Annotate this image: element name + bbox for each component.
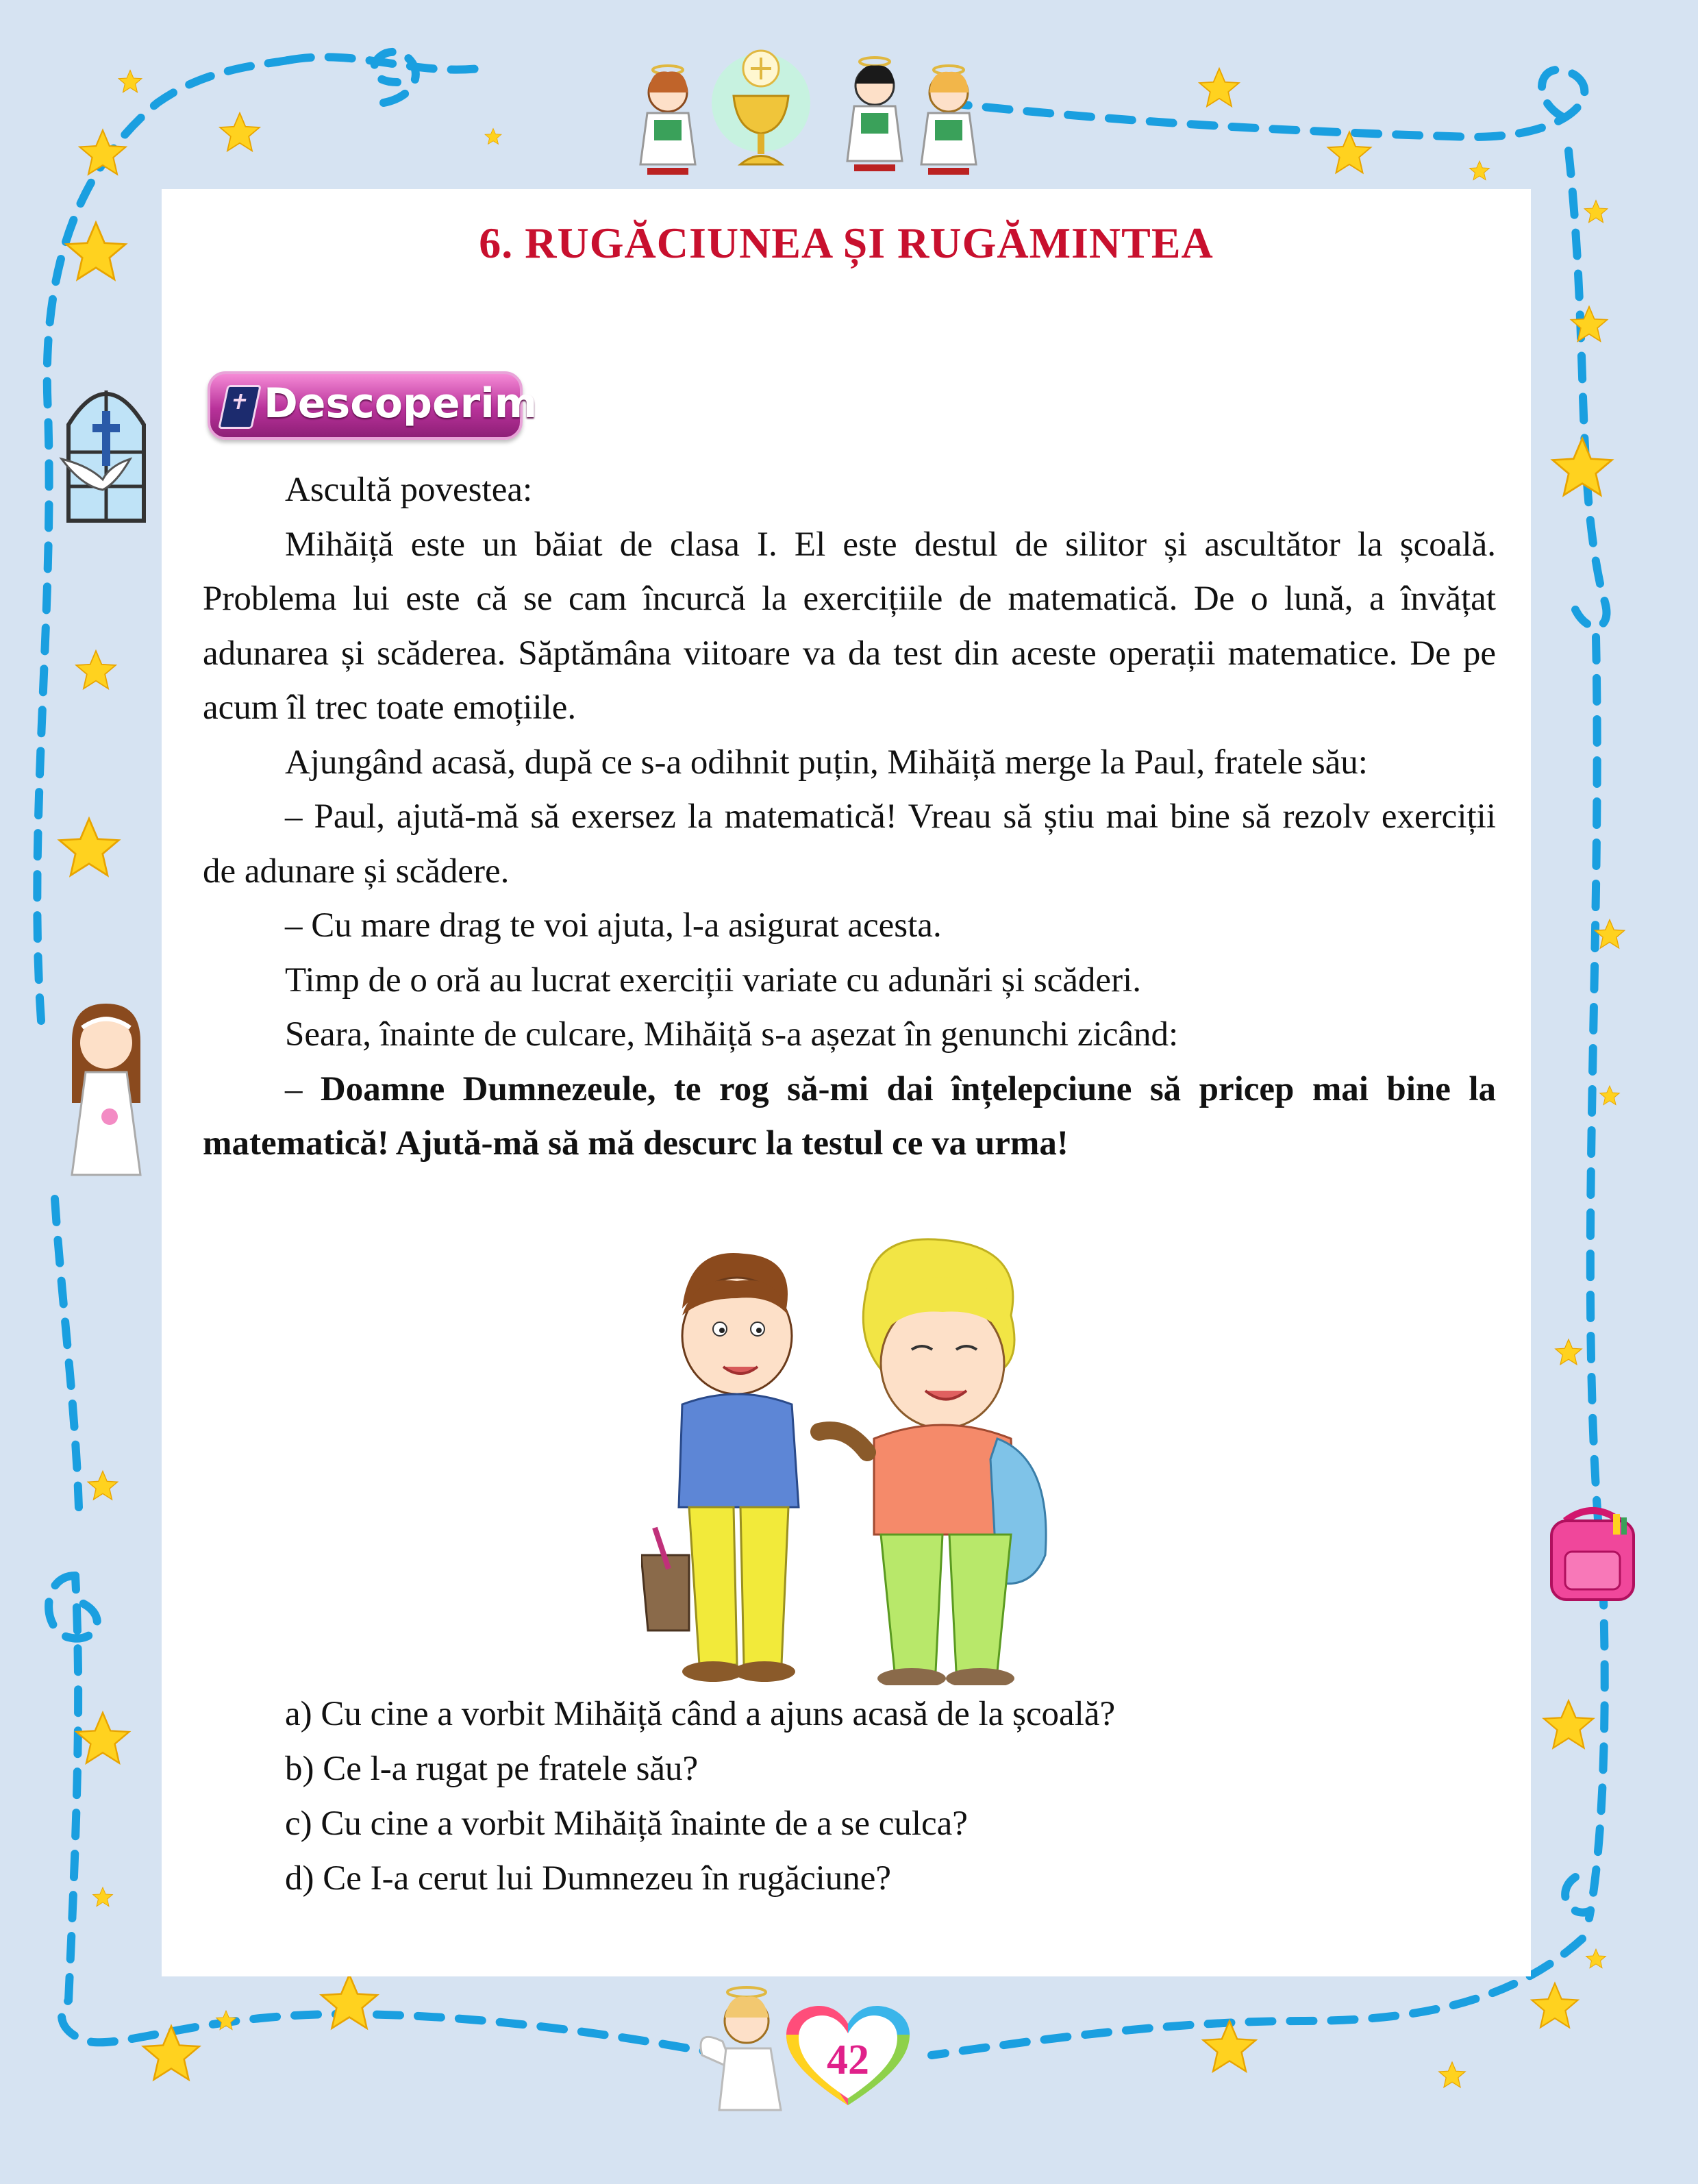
story-paragraph: Mihăiță este un băiat de clasa I. El este destul de silitor și ascultător la școală. Problema lui este că se cam încurcă la exercițiile de matematică. De o lună, a învățat adunarea și scăderea. Săptămâna viitoare va da test din aceste operații matematice. De pe acum îl trec toate emoțiile.	[203, 525, 1496, 727]
girl-icon	[62, 1000, 151, 1185]
bible-icon	[218, 385, 262, 429]
prayer-text: Doamne Dumnezeule, te rog să-mi dai înțelepciune să pricep mai bine la matematică! Ajută-mă să mă descurc la testul ce va urma!	[203, 1069, 1496, 1163]
prayer-dash: –	[285, 1069, 321, 1108]
question-item: b) Ce l-a rugat pe fratele său?	[285, 1750, 699, 1788]
angel-icon	[630, 55, 706, 178]
page-number-badge	[786, 2006, 910, 2109]
stained-glass-dove-icon	[55, 363, 158, 528]
praying-angel-icon	[695, 1980, 791, 2117]
story-text	[203, 463, 1496, 1171]
angel-icon	[837, 48, 912, 178]
story-intro: Ascultă povestea:	[285, 471, 533, 509]
question-item: a) Cu cine a vorbit Mihăiță când a ajuns acasă de la școală?	[285, 1695, 1116, 1733]
section-label-descoperim	[208, 371, 538, 440]
story-paragraph: Ajungând acasă, după ce s-a odihnit puțin, Mihăiță merge la Paul, fratele său:	[285, 743, 1368, 782]
question-item: d) Ce I-a cerut lui Dumnezeu în rugăciune?	[285, 1859, 892, 1898]
story-paragraph: Timp de o oră au lucrat exerciții variate cu adunări și scăderi.	[285, 960, 1141, 1000]
page-number: 42	[827, 2037, 869, 2083]
page-title: 6. RUGĂCIUNEA ȘI RUGĂMINTEA	[479, 219, 1214, 267]
chalice-icon	[710, 27, 812, 178]
question-item: c) Cu cine a vorbit Mihăiță înainte de a se culca?	[285, 1804, 968, 1843]
two-boys-illustration	[641, 1233, 1063, 1685]
story-paragraph: Seara, înainte de culcare, Mihăiță s-a așezat în genunchi zicând:	[285, 1015, 1179, 1054]
backpack-icon	[1545, 1500, 1640, 1603]
section-label-text: Descoperim	[264, 380, 538, 427]
story-paragraph: – Paul, ajută-mă să exersez la matematică! Vreau să știu mai bine să rezolv exerciții de adunare și scădere.	[203, 797, 1496, 891]
story-paragraph: – Cu mare drag te voi ajuta, l-a asigurat acesta.	[285, 906, 942, 945]
questions-list	[285, 1687, 1115, 1906]
angel-icon	[911, 55, 986, 178]
prayer-paragraph	[203, 1063, 1496, 1171]
